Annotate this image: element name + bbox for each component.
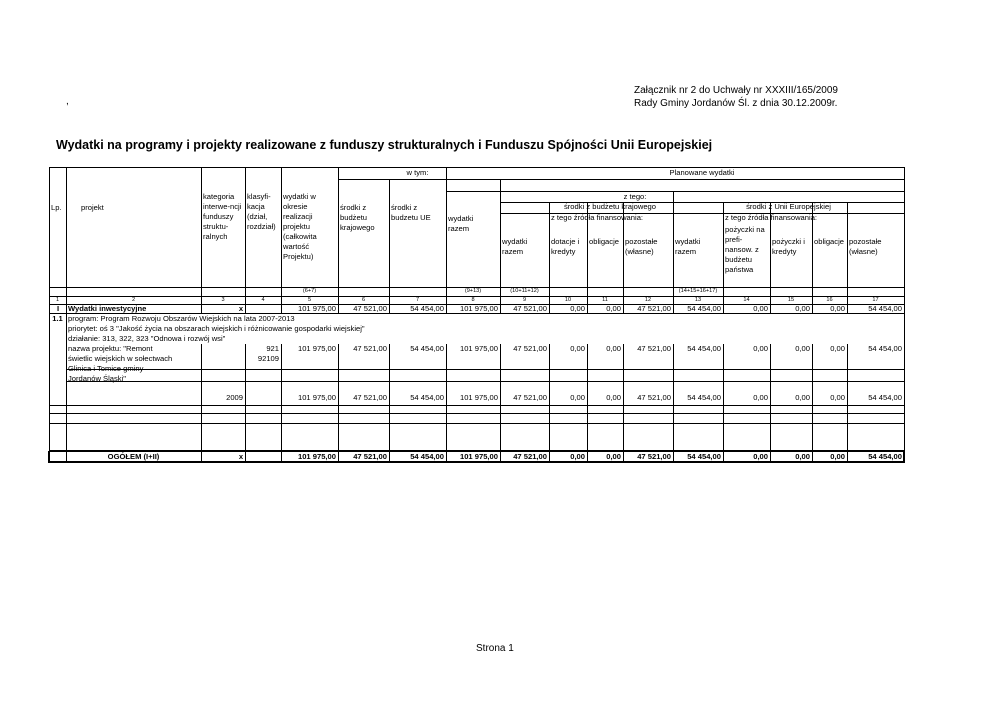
column-number: 6 (361, 297, 366, 303)
project-section: 921 (266, 344, 279, 353)
total-value: 0,00 (830, 452, 845, 461)
column-number: 8 (471, 297, 475, 303)
year-value: 54 454,00 (687, 393, 721, 402)
row-i-value: 0,00 (606, 304, 621, 313)
project-value: 101 975,00 (297, 344, 336, 353)
row-i-value: 47 521,00 (513, 304, 547, 313)
row-i-value: 0,00 (753, 304, 768, 313)
national-budget-header: środki z budżetu krajowego (563, 202, 657, 211)
column-number: 12 (644, 297, 652, 303)
row-i-value: 54 454,00 (687, 304, 721, 313)
program-text: program: Program Rozwoju Obszarów Wiejskich na lata 2007-2013 (68, 314, 295, 323)
row-i-value: 101 975,00 (297, 304, 336, 313)
attachment-line-2: Rady Gminy Jordanów Śl. z dnia 30.12.2009r. (634, 98, 838, 109)
column-number: 11 (602, 297, 608, 303)
formula-col8: (9+13) (464, 288, 482, 294)
page-number: Strona 1 (476, 643, 514, 654)
grid-line (48, 451, 50, 463)
project-header: projekt (81, 203, 104, 212)
project-value: 54 454,00 (868, 344, 902, 353)
header-col10: dotacje i kredyty (551, 237, 580, 256)
grid-line (49, 423, 905, 424)
grid-line (904, 167, 905, 463)
measure-text: działanie: 313, 322, 323 "Odnowa i rozwój wsi" (68, 334, 226, 343)
formula-col13: (14+15+16+17) (678, 288, 718, 294)
grid-line (66, 167, 67, 451)
classification-header: klasyfi-kacja (dział, rozdział) (247, 192, 276, 231)
column-number: 4 (261, 297, 265, 303)
year-value: 0,00 (830, 393, 845, 402)
column-number: 17 (872, 297, 879, 303)
column-number: 10 (564, 297, 572, 303)
grid-line (66, 381, 905, 382)
row-11-lp: 1.1 (52, 314, 63, 323)
year-value: 101 975,00 (459, 393, 498, 402)
table-grid (49, 167, 904, 462)
row-i-value: 54 454,00 (410, 304, 444, 313)
grid-line (49, 413, 905, 414)
project-name-line: Jordanów Śląski" (68, 374, 126, 383)
expenditure-total-header: wydatki razem (448, 214, 474, 233)
total-value: 0,00 (795, 452, 810, 461)
column-number: 13 (694, 297, 702, 303)
header-col11: obligacje (589, 237, 619, 246)
eu-budget-header: środki z Unii Europejskiej (746, 202, 831, 211)
total-label: OGÓŁEM (I+II) (107, 452, 160, 461)
project-chapter: 92109 (257, 354, 279, 363)
formula-col5: (6+7) (302, 288, 317, 294)
of-which-header: z tego: (623, 192, 647, 201)
year-value: 47 521,00 (637, 393, 671, 402)
priority-text: priorytet: oś 3 "Jakość życia na obszarach wiejskich i różnicowanie gospodarki wiejskiej" (68, 324, 365, 333)
grid-line (903, 451, 905, 463)
row-i-category: x (238, 304, 244, 313)
project-name-line: świetlic wiejskich w sołectwach (68, 354, 173, 363)
page-title: Wydatki na programy i projekty realizowane z funduszy strukturalnych i Funduszu Spójności Unii Europejskiej (56, 138, 713, 152)
project-value: 0,00 (830, 344, 845, 353)
category-header: kategoria interwe-ncji funduszy struktu-ralnych (203, 192, 242, 241)
total-project-value-header: wydatki w okresie realizacji projektu (całkowita wartość Projektu) (283, 192, 317, 261)
column-number: 1 (55, 297, 60, 303)
year-value: 101 975,00 (297, 393, 336, 402)
row-i-value: 0,00 (570, 304, 585, 313)
row-i-value: 0,00 (830, 304, 845, 313)
year-value: 54 454,00 (868, 393, 902, 402)
header-col12: pozostałe (własne) (625, 237, 658, 256)
project-value: 0,00 (753, 344, 768, 353)
row-i-value: 0,00 (795, 304, 810, 313)
row-i-lp: I (56, 304, 60, 313)
year-value: 0,00 (753, 393, 768, 402)
year-value: 0,00 (570, 393, 585, 402)
row-i-value: 47 521,00 (637, 304, 671, 313)
project-name-line: Glinica i Tomice gminy (68, 364, 144, 373)
year-value: 47 521,00 (353, 393, 387, 402)
header-col13: wydatki razem (675, 237, 701, 256)
stray-mark: , (66, 96, 69, 107)
project-name-line: nazwa projektu: "Remont (68, 344, 153, 353)
planned-expenditure-header: Planowane wydatki (669, 168, 735, 177)
column-number: 9 (522, 297, 527, 303)
project-value: 54 454,00 (410, 344, 444, 353)
total-value: 54 454,00 (868, 452, 902, 461)
project-value: 47 521,00 (353, 344, 387, 353)
row-i-value: 54 454,00 (868, 304, 902, 313)
header-col16: obligacje (814, 237, 844, 246)
total-value: 47 521,00 (353, 452, 387, 461)
project-value: 47 521,00 (513, 344, 547, 353)
total-value: 47 521,00 (637, 452, 671, 461)
w-tym-header: w tym: (406, 168, 429, 177)
year-value: 47 521,00 (513, 393, 547, 402)
header-col9: wydatki razem (502, 237, 528, 256)
column-number: 16 (826, 297, 833, 303)
project-value: 0,00 (570, 344, 585, 353)
column-number: 14 (743, 297, 750, 303)
attachment-line-1: Załącznik nr 2 do Uchwały nr XXXIII/165/2009 (634, 85, 838, 96)
project-value: 0,00 (606, 344, 621, 353)
total-value: 0,00 (753, 452, 768, 461)
total-value: 101 975,00 (297, 452, 336, 461)
national-sources-header: z tego źródła finansowania: (551, 213, 644, 222)
project-value: 54 454,00 (687, 344, 721, 353)
lp-header: Lp. (51, 203, 62, 212)
total-value: 54 454,00 (687, 452, 721, 461)
column-number: 15 (787, 297, 795, 303)
project-value: 101 975,00 (459, 344, 498, 353)
total-value: 0,00 (570, 452, 585, 461)
project-value: 47 521,00 (637, 344, 671, 353)
row-i-name: Wydatki inwestycyjne (68, 304, 147, 313)
column-number: 5 (307, 297, 312, 303)
year-value: 0,00 (795, 393, 810, 402)
grid-line (49, 405, 905, 406)
total-value: 47 521,00 (513, 452, 547, 461)
year-value: 0,00 (606, 393, 621, 402)
row-i-value: 47 521,00 (353, 304, 387, 313)
project-value: 0,00 (795, 344, 810, 353)
eu-funds-header: środki z budzetu UE (391, 203, 431, 222)
formula-col9: (10+11+12) (510, 288, 539, 294)
year-value: 54 454,00 (410, 393, 444, 402)
project-span-mask (67, 368, 200, 371)
column-number: 3 (221, 297, 225, 303)
header-col15: pożyczki i kredyty (772, 237, 805, 256)
header-col17: pozostałe (własne) (849, 237, 882, 256)
row-i-value: 101 975,00 (459, 304, 498, 313)
national-funds-header: środki z budżetu krajowego (340, 203, 375, 232)
eu-sources-header: z tego źródła finansowania: (725, 213, 818, 222)
total-value: 0,00 (606, 452, 621, 461)
total-value: 54 454,00 (410, 452, 444, 461)
year-label: 2009 (226, 393, 243, 402)
column-number: 7 (415, 297, 420, 303)
column-number: 2 (131, 297, 136, 303)
grid-line (338, 179, 905, 180)
total-value: 101 975,00 (459, 452, 498, 461)
attachment-header (634, 84, 838, 110)
total-category: x (238, 452, 244, 461)
header-col14: pożyczki na prefi-nansow. z budżetu państwa (725, 225, 765, 274)
